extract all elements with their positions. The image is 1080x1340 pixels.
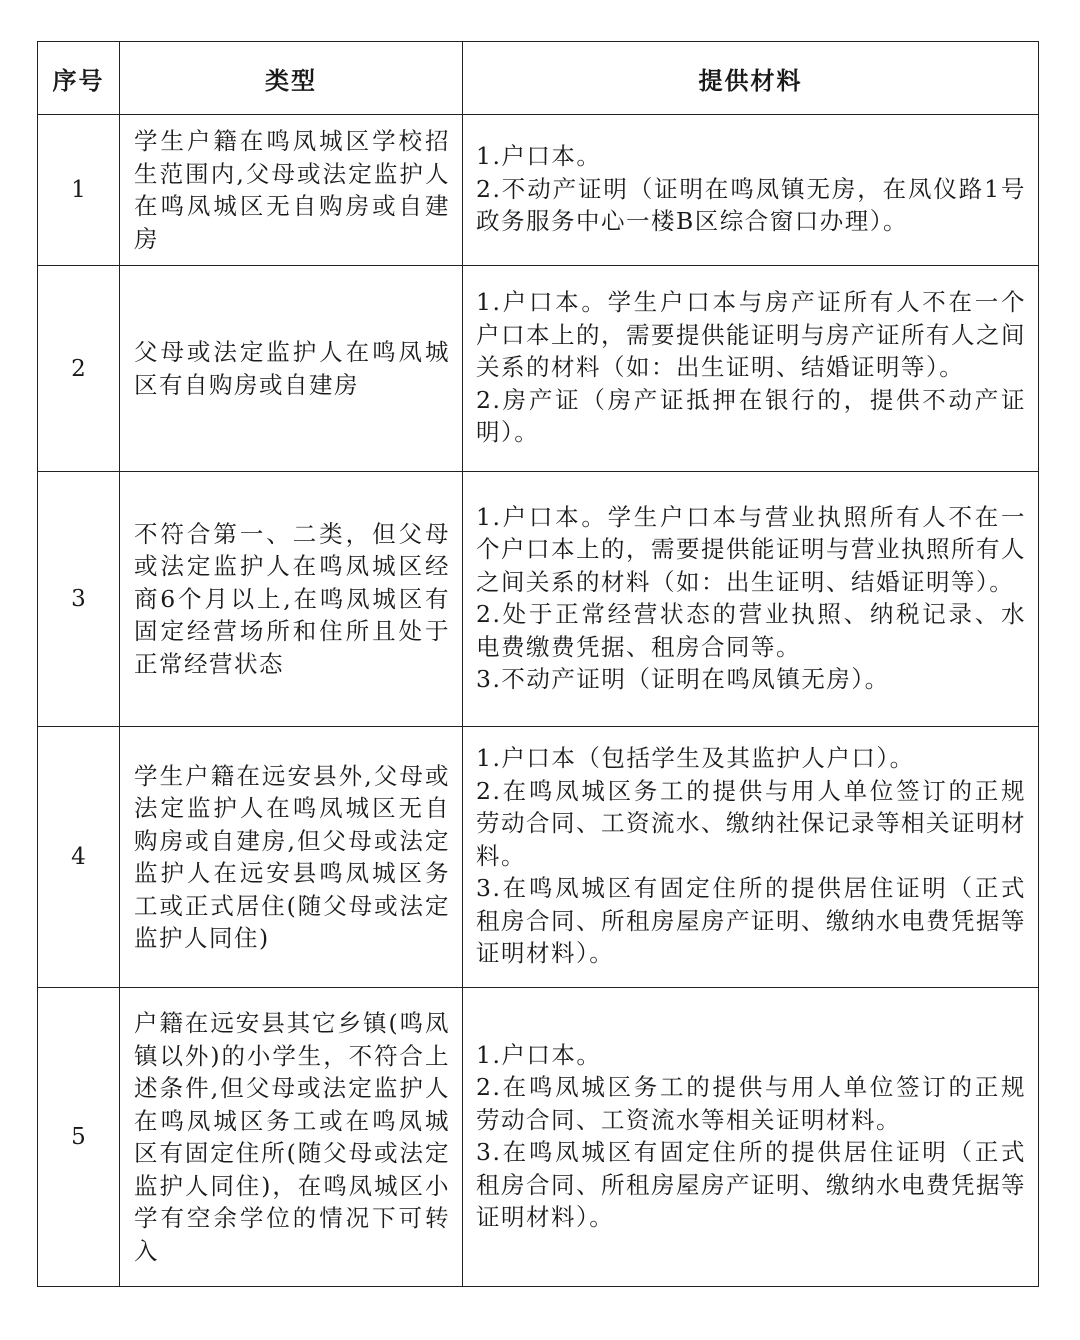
material-item: 3.在鸣凤城区有固定住所的提供居住证明（正式租房合同、所租房屋房产证明、缴纳水电费凭据等证明材料）。: [476, 1138, 1026, 1231]
row-materials: [463, 727, 1039, 988]
enrollment-materials-table: [37, 41, 1039, 1287]
material-item: 1.户口本。: [476, 142, 602, 171]
row-number: 5: [38, 988, 120, 1287]
row-type: 不符合第一、二类，但父母或法定监护人在鸣凤城区经商6个月以上,在鸣凤城区有固定经营场所和住所且处于正常经营状态: [120, 472, 463, 727]
material-item: 2.处于正常经营状态的营业执照、纳税记录、水电费缴费凭据、租房合同等。: [476, 600, 1026, 661]
header-materials: 提供材料: [463, 42, 1039, 115]
material-item: 1.户口本。: [476, 1040, 602, 1069]
table-row: [38, 727, 1039, 988]
table-row: [38, 266, 1039, 472]
table-row: [38, 115, 1039, 266]
material-item: 3.不动产证明（证明在鸣凤镇无房）。: [476, 665, 890, 693]
row-number: 3: [38, 472, 120, 727]
row-type: 父母或法定监护人在鸣凤城区有自购房或自建房: [120, 266, 463, 472]
table-row: [38, 472, 1039, 727]
header-type: 类型: [120, 42, 463, 115]
material-item: 3.在鸣凤城区有固定住所的提供居住证明（正式租房合同、所租房屋房产证明、缴纳水电费凭据等证明材料）。: [476, 874, 1026, 968]
row-type: 户籍在远安县其它乡镇(鸣凤镇以外)的小学生，不符合上述条件,但父母或法定监护人在鸣凤城区务工或在鸣凤城区有固定住所(随父母或法定监护人同住)，在鸣凤城区小学有空余学位的情况下可转入: [120, 988, 463, 1287]
row-type: 学生户籍在远安县外,父母或法定监护人在鸣凤城区无自购房或自建房,但父母或法定监护人在远安县鸣凤城区务工或正式居住(随父母或法定监护人同住): [120, 727, 463, 988]
row-materials: [463, 988, 1039, 1287]
header-serial-number: 序号: [38, 42, 120, 115]
material-item: 2.在鸣凤城区务工的提供与用人单位签订的正规劳动合同、工资流水、缴纳社保记录等相关证明材料。: [476, 776, 1026, 870]
material-item: 1.户口本（包括学生及其监护人户口）。: [476, 744, 915, 773]
material-item: 1.户口本。学生户口本与营业执照所有人不在一个户口本上的，需要提供能证明与营业执照所有人之间关系的材料（如：出生证明、结婚证明等）。: [476, 502, 1026, 596]
row-type: 学生户籍在鸣凤城区学校招生范围内,父母或法定监护人在鸣凤城区无自购房或自建房: [120, 115, 463, 266]
row-materials: [463, 472, 1039, 727]
row-number: 2: [38, 266, 120, 472]
material-item: 2.在鸣凤城区务工的提供与用人单位签订的正规劳动合同、工资流水等相关证明材料。: [476, 1073, 1026, 1134]
material-item: 2.不动产证明（证明在鸣凤镇无房，在凤仪路1号政务服务中心一楼B区综合窗口办理）。: [476, 174, 1026, 236]
table-row: [38, 988, 1039, 1287]
row-materials: [463, 266, 1039, 472]
material-item: 1.户口本。学生户口本与房产证所有人不在一个户口本上的，需要提供能证明与房产证所有人之间关系的材料（如：出生证明、结婚证明等）。: [476, 288, 1026, 382]
table-header-row: [38, 42, 1039, 115]
row-number: 4: [38, 727, 120, 988]
row-number: 1: [38, 115, 120, 266]
material-item: 2.房产证（房产证抵押在银行的，提供不动产证明）。: [476, 385, 1026, 447]
row-materials: [463, 115, 1039, 266]
